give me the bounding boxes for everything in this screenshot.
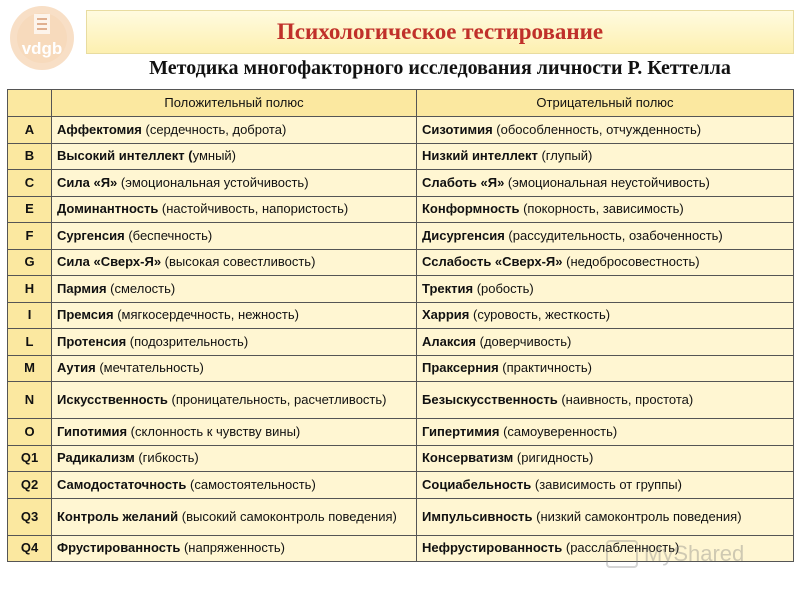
factor-code: H bbox=[8, 276, 52, 303]
negative-term: Тректия bbox=[422, 280, 474, 296]
positive-pole bbox=[52, 249, 417, 276]
positive-pole bbox=[52, 196, 417, 223]
factor-code: O bbox=[8, 419, 52, 446]
negative-term: Гипертимия bbox=[422, 423, 500, 439]
negative-pole bbox=[417, 382, 794, 419]
negative-term: Низкий интеллект bbox=[422, 148, 538, 164]
positive-term: Аффектомия bbox=[57, 121, 142, 137]
header-positive: Положительный полюс bbox=[52, 90, 417, 117]
negative-description: (низкий самоконтроль поведения) bbox=[532, 508, 742, 524]
positive-term: Радикализм bbox=[57, 450, 135, 466]
positive-pole bbox=[52, 170, 417, 197]
negative-description: (робость) bbox=[473, 280, 534, 296]
positive-description: (настойчивость, напористость) bbox=[158, 201, 349, 217]
table-header-row bbox=[8, 90, 794, 117]
negative-description: (суровость, жесткость) bbox=[469, 307, 611, 323]
negative-description: (расслабленность) bbox=[562, 540, 680, 556]
negative-description: (глупый) bbox=[537, 148, 593, 164]
table-row bbox=[8, 223, 794, 250]
factor-code: Q4 bbox=[8, 535, 52, 562]
positive-term: Искусственность bbox=[57, 392, 168, 407]
positive-pole bbox=[52, 472, 417, 499]
negative-pole bbox=[417, 223, 794, 250]
positive-pole bbox=[52, 329, 417, 356]
positive-term: Протенсия bbox=[57, 333, 127, 349]
table-row bbox=[8, 196, 794, 223]
factor-code: Q3 bbox=[8, 498, 52, 535]
factor-code: G bbox=[8, 249, 52, 276]
negative-term: Нефрустированность bbox=[422, 540, 563, 556]
negative-pole bbox=[417, 249, 794, 276]
page-subtitle: Методика многофакторного исследования личности Р. Кеттелла bbox=[149, 57, 731, 79]
header-negative: Отрицательный полюс bbox=[417, 90, 794, 117]
negative-pole bbox=[417, 196, 794, 223]
positive-pole bbox=[52, 355, 417, 382]
negative-description: (наивность, простота) bbox=[557, 392, 694, 407]
positive-pole bbox=[52, 117, 417, 144]
negative-term: Харрия bbox=[422, 307, 470, 323]
factor-code: A bbox=[8, 117, 52, 144]
title-bar bbox=[86, 10, 794, 54]
factor-code: C bbox=[8, 170, 52, 197]
factor-code: F bbox=[8, 223, 52, 250]
table-row bbox=[8, 276, 794, 303]
negative-description: (покорность, зависимость) bbox=[519, 201, 684, 217]
positive-term: Сила «Сверх-Я» bbox=[57, 254, 162, 270]
table-row bbox=[8, 355, 794, 382]
positive-term: Премсия bbox=[57, 307, 114, 323]
negative-term: Алаксия bbox=[422, 333, 477, 349]
negative-pole bbox=[417, 276, 794, 303]
table-row bbox=[8, 249, 794, 276]
factor-code: E bbox=[8, 196, 52, 223]
negative-description: (недобросовестность) bbox=[562, 254, 700, 270]
positive-description: (гибкость) bbox=[134, 450, 199, 466]
negative-term: Импульсивность bbox=[422, 508, 533, 524]
positive-description: (смелость) bbox=[106, 280, 176, 296]
positive-pole bbox=[52, 419, 417, 446]
positive-description: (самостоятельность) bbox=[186, 476, 316, 492]
positive-term: Доминантность bbox=[57, 201, 159, 217]
factors-table bbox=[7, 89, 794, 562]
positive-description: (проницательность, расчетливость) bbox=[167, 392, 387, 407]
positive-description: (мягкосердечность, нежность) bbox=[113, 307, 299, 323]
table-row bbox=[8, 498, 794, 535]
negative-pole bbox=[417, 143, 794, 170]
factor-code: N bbox=[8, 382, 52, 419]
table-row bbox=[8, 170, 794, 197]
factor-code: Q1 bbox=[8, 445, 52, 472]
positive-description: (эмоциональная устойчивость) bbox=[117, 174, 309, 190]
logo-graphic bbox=[8, 4, 76, 72]
table-row bbox=[8, 419, 794, 446]
negative-pole bbox=[417, 419, 794, 446]
positive-term: Пармия bbox=[57, 280, 107, 296]
positive-term: Сила «Я» bbox=[57, 174, 118, 190]
positive-pole bbox=[52, 382, 417, 419]
positive-term: Контроль желаний bbox=[57, 508, 179, 524]
table-row bbox=[8, 472, 794, 499]
negative-term: Безыскусственность bbox=[422, 392, 558, 407]
negative-term: Слаботь «Я» bbox=[422, 174, 505, 190]
factor-code: I bbox=[8, 302, 52, 329]
negative-description: (доверчивость) bbox=[476, 333, 572, 349]
negative-term: Праксерния bbox=[422, 360, 499, 376]
negative-term: Сслабость «Сверх-Я» bbox=[422, 254, 563, 270]
positive-pole bbox=[52, 276, 417, 303]
positive-description: (склонность к чувству вины) bbox=[127, 423, 301, 439]
negative-pole bbox=[417, 498, 794, 535]
negative-term: Социабельность bbox=[422, 476, 532, 492]
positive-description: умный) bbox=[192, 148, 236, 164]
negative-pole bbox=[417, 117, 794, 144]
negative-pole bbox=[417, 445, 794, 472]
negative-description: (обособленность, отчужденность) bbox=[492, 121, 702, 137]
table-row bbox=[8, 143, 794, 170]
negative-description: (самоуверенность) bbox=[499, 423, 618, 439]
positive-pole bbox=[52, 143, 417, 170]
watermark-icon bbox=[606, 540, 638, 568]
negative-description: (зависимость от группы) bbox=[531, 476, 682, 492]
negative-pole bbox=[417, 472, 794, 499]
negative-description: (рассудительность, озабоченность) bbox=[504, 227, 723, 243]
header-code bbox=[8, 90, 52, 117]
positive-pole bbox=[52, 498, 417, 535]
negative-pole bbox=[417, 355, 794, 382]
negative-description: (ригидность) bbox=[513, 450, 594, 466]
negative-description: (практичность) bbox=[498, 360, 592, 376]
logo bbox=[8, 4, 76, 72]
positive-term: Гипотимия bbox=[57, 423, 128, 439]
negative-term: Конформность bbox=[422, 201, 520, 217]
negative-term: Консерватизм bbox=[422, 450, 514, 466]
positive-description: (подозрительность) bbox=[126, 333, 249, 349]
positive-pole bbox=[52, 302, 417, 329]
positive-pole bbox=[52, 445, 417, 472]
factor-code: L bbox=[8, 329, 52, 356]
positive-term: Аутия bbox=[57, 360, 96, 376]
positive-term: Фрустированность bbox=[57, 540, 181, 556]
positive-description: (напряженность) bbox=[180, 540, 285, 556]
positive-description: (беспечность) bbox=[124, 227, 213, 243]
negative-pole bbox=[417, 170, 794, 197]
negative-pole bbox=[417, 329, 794, 356]
table-row bbox=[8, 382, 794, 419]
table-row bbox=[8, 445, 794, 472]
negative-description: (эмоциональная неустойчивость) bbox=[504, 174, 710, 190]
positive-description: (мечтательность) bbox=[95, 360, 204, 376]
table-row bbox=[8, 117, 794, 144]
positive-term: Сургенсия bbox=[57, 227, 125, 243]
positive-pole bbox=[52, 535, 417, 562]
positive-description: (высокий самоконтроль поведения) bbox=[178, 508, 397, 524]
factor-code: B bbox=[8, 143, 52, 170]
logo-text: vdgb bbox=[21, 39, 63, 58]
positive-term: Самодостаточность bbox=[57, 476, 187, 492]
watermark-text: MyShared bbox=[644, 541, 745, 566]
table-row bbox=[8, 329, 794, 356]
positive-pole bbox=[52, 223, 417, 250]
factor-code: M bbox=[8, 355, 52, 382]
positive-description: (сердечность, доброта) bbox=[141, 121, 287, 137]
factor-code: Q2 bbox=[8, 472, 52, 499]
table-row bbox=[8, 302, 794, 329]
table-body bbox=[8, 117, 794, 562]
page-title: Психологическое тестирование bbox=[276, 19, 604, 44]
positive-term: Высокий интеллект ( bbox=[57, 148, 193, 164]
watermark bbox=[606, 536, 766, 572]
negative-term: Дисургенсия bbox=[422, 227, 505, 243]
negative-pole bbox=[417, 302, 794, 329]
negative-term: Сизотимия bbox=[422, 121, 493, 137]
positive-description: (высокая совестливость) bbox=[161, 254, 316, 270]
